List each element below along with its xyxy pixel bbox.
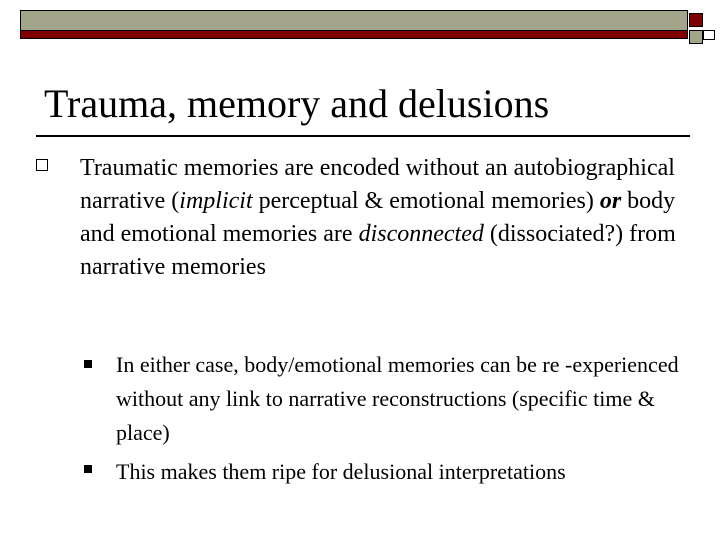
title-divider xyxy=(36,135,690,137)
bullet-text-part3: body and emotional memories are xyxy=(80,188,676,247)
bullet-text-part4: (dissociated?) from narrative memories xyxy=(80,221,676,280)
decor-square-olive xyxy=(689,30,703,44)
header-bar-maroon xyxy=(20,31,688,39)
bullet-text-part1: Traumatic memories are encoded without an autobiographical narrative ( xyxy=(80,155,675,214)
filled-square-bullet-icon xyxy=(84,360,92,368)
bullet-text-emphasis-or: or xyxy=(599,188,622,214)
hollow-square-bullet-icon xyxy=(36,159,48,171)
sub-bullet-text: This makes them ripe for delusional interpretations xyxy=(116,459,566,484)
sub-bullet-text: In either case, body/emotional memories can be re -experienced without any link to narrative reconstructions (specific time & place) xyxy=(116,352,679,445)
bullet-text-emphasis-disconnected: disconnected xyxy=(358,221,484,247)
slide-title: Trauma, memory and delusions xyxy=(44,81,550,126)
decor-square-maroon xyxy=(689,13,703,27)
header-bar-olive xyxy=(20,10,688,31)
filled-square-bullet-icon xyxy=(84,465,92,473)
main-bullet-text xyxy=(80,152,700,284)
bullet-text-emphasis-implicit: implicit xyxy=(179,188,253,214)
decor-square-white xyxy=(703,30,715,40)
bullet-text-part2: perceptual & emotional memories) xyxy=(252,188,600,214)
